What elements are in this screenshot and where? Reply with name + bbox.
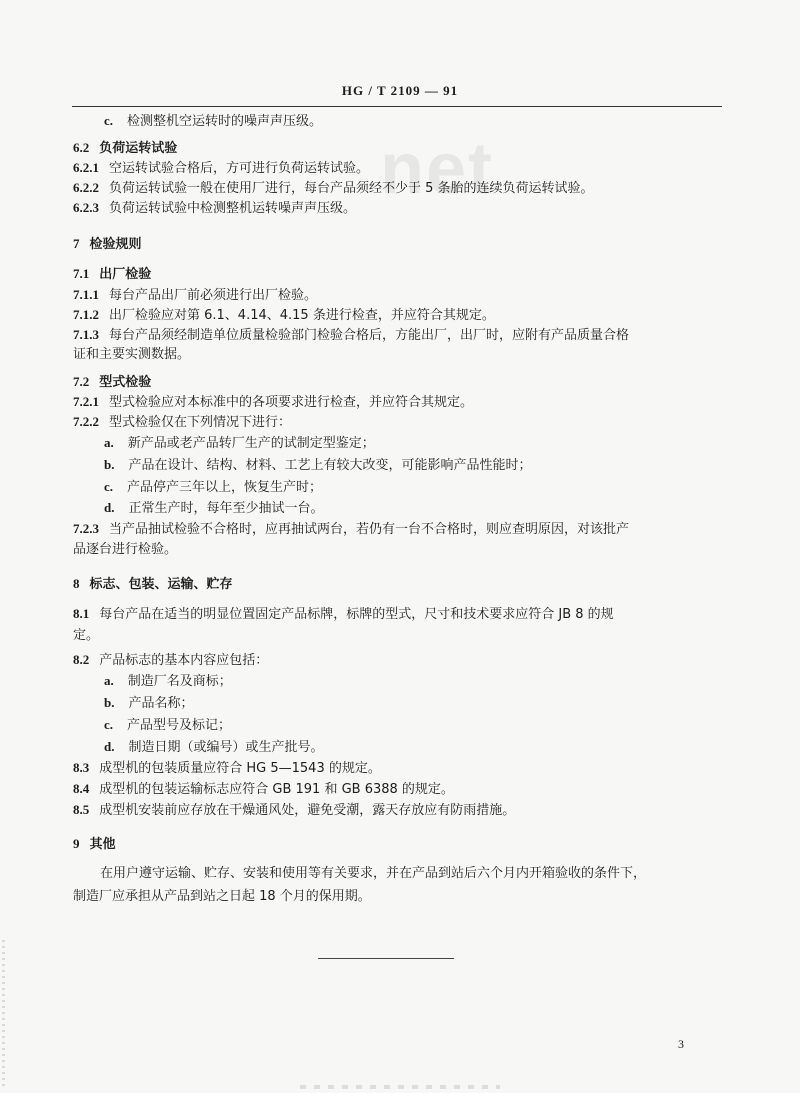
scan-artifact xyxy=(2,940,5,1090)
scan-artifact xyxy=(300,1085,500,1089)
section-heading: 7.2 型式检验 xyxy=(73,374,152,390)
clause: 8.3 成型机的包装质量应符合 HG 5—1543 的规定。 xyxy=(73,760,381,776)
page-number: 3 xyxy=(678,1037,684,1051)
clause-continuation: 定。 xyxy=(73,628,100,643)
clause: 6.2.3 负荷运转试验中检测整机运转噪声声压级。 xyxy=(73,200,357,216)
clause: 7.2.2 型式检验仅在下列情况下进行： xyxy=(73,414,292,430)
clause: 6.2.2 负荷运转试验一般在使用厂进行，每台产品须经不少于 5 条胎的连续负荷运转试验。 xyxy=(73,180,594,196)
paragraph-line: 在用户遵守运输、贮存、安装和使用等有关要求，并在产品到站后六个月内开箱验收的条件下， xyxy=(100,866,647,881)
list-item: b. 产品名称； xyxy=(104,695,194,711)
clause: 8.1 每台产品在适当的明显位置固定产品标牌，标牌的型式，尺寸和技术要求应符合 JB 8 的规 xyxy=(73,606,614,622)
list-item: a. 新产品或老产品转厂生产的试制定型鉴定； xyxy=(104,435,375,451)
list-item: c. 产品停产三年以上，恢复生产时； xyxy=(104,479,323,495)
section-heading: 6.2 负荷运转试验 xyxy=(73,140,178,156)
clause-continuation: 证和主要实测数据。 xyxy=(73,347,191,362)
list-item: d. 正常生产时，每年至少抽试一台。 xyxy=(104,500,324,516)
list-item: a. 制造厂名及商标； xyxy=(104,673,232,689)
chapter-heading: 7 检验规则 xyxy=(73,236,142,252)
clause: 8.4 成型机的包装运输标志应符合 GB 191 和 GB 6388 的规定。 xyxy=(73,781,454,797)
section-heading: 7.1 出厂检验 xyxy=(73,266,152,282)
end-of-text-rule xyxy=(318,958,454,959)
clause: 7.1.1 每台产品出厂前必须进行出厂检验。 xyxy=(73,287,318,303)
chapter-heading: 8 标志、包装、运输、贮存 xyxy=(73,576,233,592)
header-rule xyxy=(72,106,722,107)
clause: 7.2.3 当产品抽试检验不合格时，应再抽试两台，若仍有一台不合格时，则应查明原因，对该批产 xyxy=(73,521,630,537)
chapter-heading: 9 其他 xyxy=(73,836,116,852)
watermark-text: net xyxy=(380,129,494,209)
list-item: b. 产品在设计、结构、材料、工艺上有较大改变，可能影响产品性能时； xyxy=(104,457,532,473)
list-item: c. 检测整机空运转时的噪声声压级。 xyxy=(104,113,323,129)
document-code-header: HG / T 2109 — 91 xyxy=(341,83,459,98)
clause: 7.1.3 每台产品须经制造单位质量检验部门检验合格后，方能出厂，出厂时，应附有产品质量合格 xyxy=(73,327,630,343)
clause: 7.1.2 出厂检验应对第 6.1、4.14、4.15 条进行检查，并应符合其规定。 xyxy=(73,307,495,323)
paragraph-line: 制造厂应承担从产品到站之日起 18 个月的保用期。 xyxy=(73,889,371,904)
clause: 8.5 成型机安装前应存放在干燥通风处，避免受潮，露天存放应有防雨措施。 xyxy=(73,802,516,818)
clause-continuation: 品逐台进行检验。 xyxy=(73,542,178,557)
clause: 6.2.1 空运转试验合格后，方可进行负荷运转试验。 xyxy=(73,160,370,176)
clause: 7.2.1 型式检验应对本标准中的各项要求进行检查，并应符合其规定。 xyxy=(73,394,474,410)
clause: 8.2 产品标志的基本内容应包括： xyxy=(73,652,269,668)
list-item: d. 制造日期（或编号）或生产批号。 xyxy=(104,739,324,755)
list-item: c. 产品型号及标记； xyxy=(104,717,232,733)
